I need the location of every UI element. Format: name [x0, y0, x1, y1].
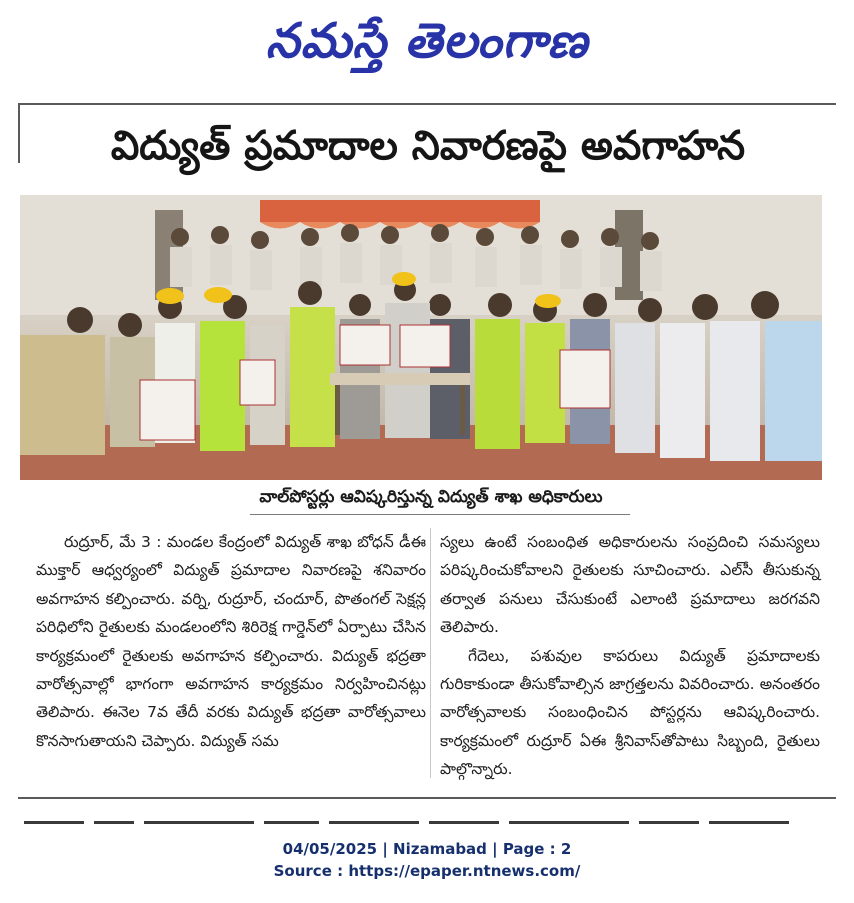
footer-source-url: Source : https://epaper.ntnews.com/: [273, 862, 581, 880]
photo-caption: వాల్‌పోస్టర్లు ఆవిష్కరిస్తున్న విద్యుత్ శాఖ అధికారులు: [259, 487, 603, 507]
bottom-rule: [18, 797, 836, 799]
article-photo: [20, 195, 822, 480]
footer-date-edition: 04/05/2025 | Nizamabad | Page : 2: [282, 840, 572, 858]
source-footer: [0, 838, 854, 882]
article-headline: విద్యుత్ ప్రమాదాల నివారణపై అవగాహన: [110, 123, 746, 169]
article-body-left-column: రుద్రూర్, మే 3 : మండల కేంద్రంలో విద్యుత్ శాఖ బోధన్ డీఈ ముక్తార్ ఆధ్వర్యంలో విద్యుత్ ప్రమాదాల నివారణపై శనివారం అవగాహన కల్పించారు. వర్ని, రుద్రూర్, చందూర్, పొతంగల్ సెక్షన్ల పరిధిలోని రైతులకు మండలంలోని శిరిరెక్ష గార్డెన్‌లో ఏర్పాటు చేసిన కార్యక్రమంలో రైతులకు అవగాహన కల్పించారు. విద్యుత్ భద్రతా వారోత్సవాల్లో భాగంగా అవగాహన కార్యక్రమం నిర్వహించినట్లు తెలిపారు. ఈనెల 7వ తేదీ వరకు విద్యుత్ భద్రతా వారోత్సవాలు కొనసాగుతాయని చెప్పారు. విద్యుత్ సమ: [36, 533, 426, 750]
cut-off-next-article: [24, 812, 824, 824]
top-rule-corner: [18, 103, 20, 163]
newspaper-masthead: [0, 0, 854, 92]
top-rule: [18, 103, 836, 105]
article-body-right-column: [440, 528, 820, 784]
right-column-paragraph-1: స్యలు ఉంటే సంబంధిత అధికారులను సంప్రదించి సమస్యలు పరిష్కరించుకోవాలని రైతులకు సూచించారు. ఎల్‌సీ తీసుకున్న తర్వాత పనులు చేసుకుంటే ఎలాంటి ప్రమాదాలు జరగవని తెలిపారు.: [440, 533, 820, 637]
right-column-paragraph-2: గేదెలు, పశువుల కాపరులు విద్యుత్ ప్రమాదాలకు గురికాకుండా తీసుకోవాల్సిన జాగ్రత్తలను వివరించారు. అనంతరం వారోత్సవాలకు సంబంధించిన పోస్టర్లను ఆవిష్కరించారు. కార్యక్రమంలో రుద్రూర్ ఏఈ శ్రీనివాస్‌తోపాటు సిబ్బంది, రైతులు పాల్గొన్నారు.: [440, 646, 820, 779]
group-photo-illustration: [20, 195, 822, 480]
column-divider: [430, 528, 431, 778]
masthead-title: నమస్తే తెలంగాణ: [265, 13, 589, 69]
caption-underline: [250, 514, 630, 515]
